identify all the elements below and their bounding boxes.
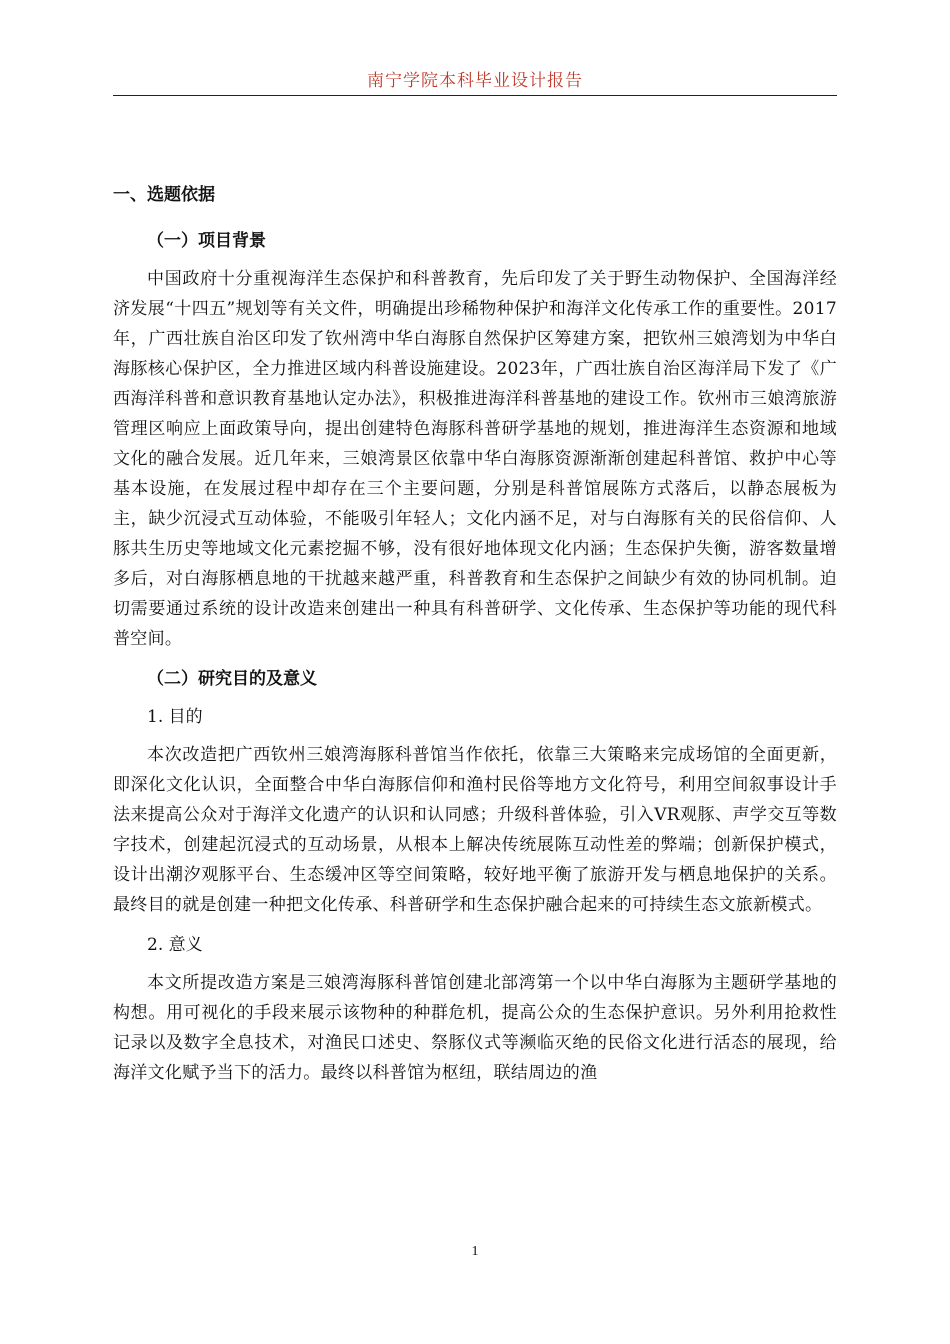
header-divider — [113, 95, 837, 96]
page-header-title: 南宁学院本科毕业设计报告 — [367, 71, 583, 91]
page-number: 1 — [471, 1244, 479, 1259]
paragraph-background: 中国政府十分重视海洋生态保护和科普教育，先后印发了关于野生动物保护、全国海洋经济发展“十四五”规划等有关文件，明确提出珍稀物种保护和海洋文化传承工作的重要性。2017年，广西壮族自治区印发了钦州湾中华白海豚自然保护区筹建方案，把钦州三娘湾划为中华白海豚核心保护区，全力推进区域内科普设施建设。2023年，广西壮族自治区海洋局下发了《广西海洋科普和意识教育基地认定办法》，积极推进海洋科普基地的建设工作。钦州市三娘湾旅游管理区响应上面政策导向，提出创建特色海豚科普研学基地的规划，推进海洋生态资源和地域文化的融合发展。近几年来，三娘湾景区依靠中华白海豚资源渐渐创建起科普馆、救护中心等基本设施，在发展过程中却存在三个主要问题，分别是科普馆展陈方式落后，以静态展板为主，缺少沉浸式互动体验，不能吸引年轻人；文化内涵不足，对与白海豚有关的民俗信仰、人豚共生历史等地域文化元素挖掘不够，没有很好地体现文化内涵；生态保护失衡，游客数量增多后，对白海豚栖息地的干扰越来越严重，科普教育和生态保护之间缺少有效的协同机制。迫切需要通过系统的设计改造来创建出一种具有科普研学、文化传承、生态保护等功能的现代科普空间。 — [113, 269, 837, 649]
item-heading-purpose: 1. 目的 — [147, 707, 203, 727]
section-heading-topic-basis: 一、选题依据 — [113, 185, 215, 205]
paragraph-purpose: 本次改造把广西钦州三娘湾海豚科普馆当作依托，依靠三大策略来完成场馆的全面更新，即深化文化认识，全面整合中华白海豚信仰和渔村民俗等地方文化符号，利用空间叙事设计手法来提高公众对于海洋文化遗产的认识和认同感；升级科普体验，引入VR观豚、声学交互等数字技术，创建起沉浸式的互动场景，从根本上解决传统展陈互动性差的弊端；创新保护模式，设计出潮汐观豚平台、生态缓冲区等空间策略，较好地平衡了旅游开发与栖息地保护的关系。最终目的就是创建一种把文化传承、科普研学和生态保护融合起来的可持续生态文旅新模式。 — [113, 745, 837, 915]
item-heading-significance: 2. 意义 — [147, 935, 203, 955]
subsection-heading-purpose-significance: （二）研究目的及意义 — [147, 669, 317, 689]
paragraph-significance: 本文所提改造方案是三娘湾海豚科普馆创建北部湾第一个以中华白海豚为主题研学基地的构想。用可视化的手段来展示该物种的种群危机，提高公众的生态保护意识。另外利用抢救性记录以及数字全息技术，对渔民口述史、祭豚仪式等濒临灭绝的民俗文化进行活态的展现，给海洋文化赋予当下的活力。最终以科普馆为枢纽，联结周边的渔 — [113, 973, 837, 1083]
document-body — [113, 180, 837, 1098]
subsection-heading-background: （一）项目背景 — [147, 231, 266, 251]
